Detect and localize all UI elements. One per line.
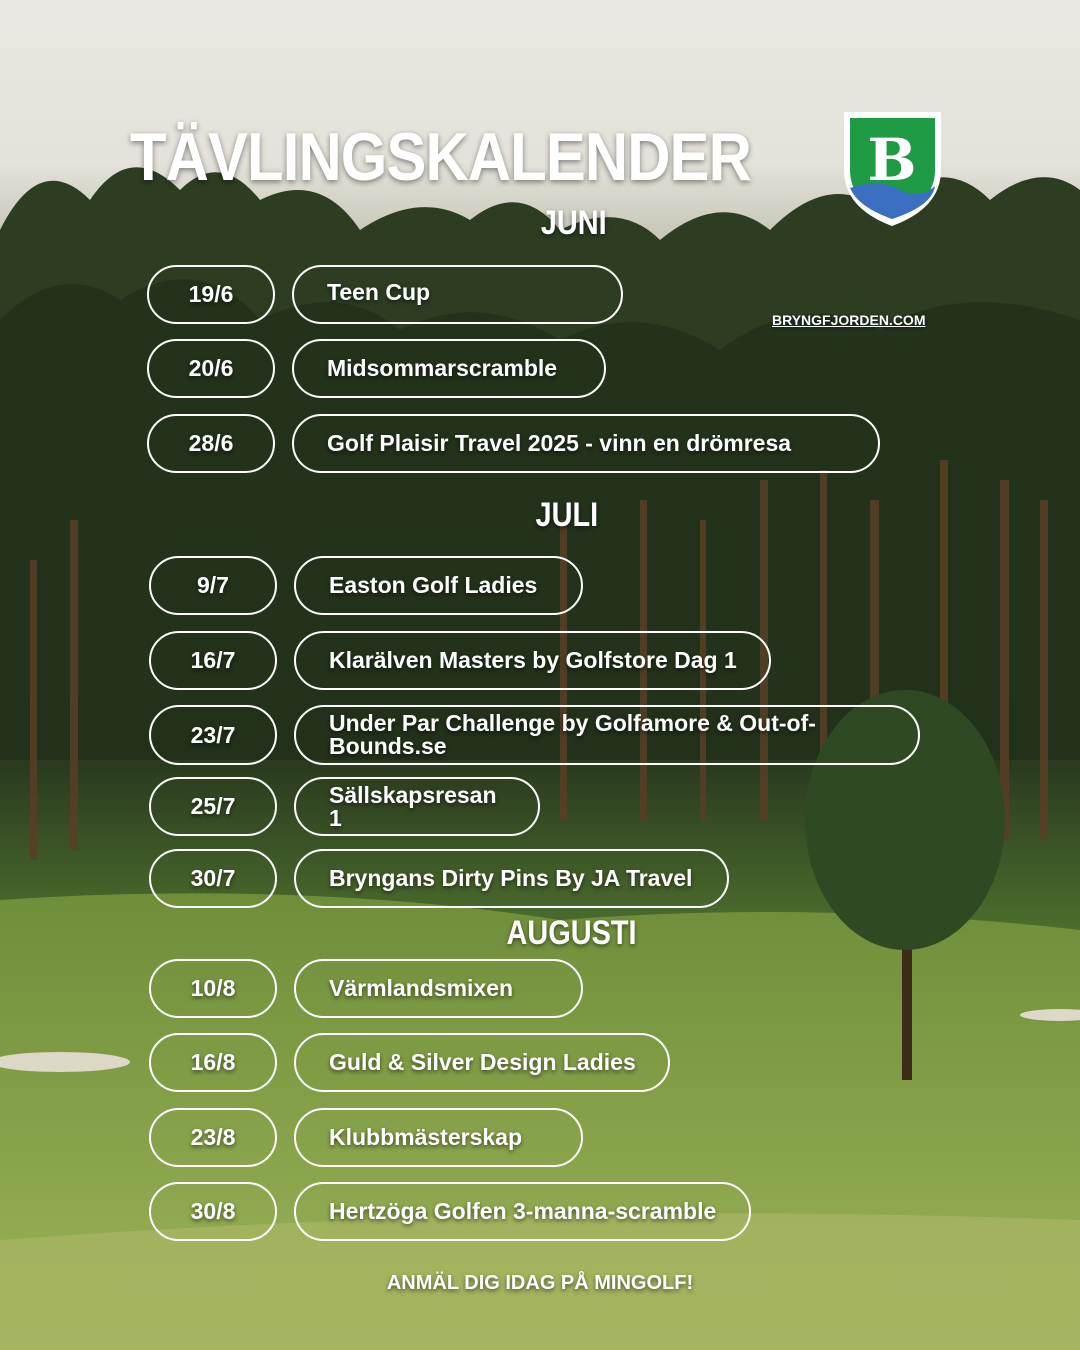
event-date: 16/7 [149,631,277,690]
event-name[interactable]: Klarälven Masters by Golfstore Dag 1 [294,631,771,690]
event-name[interactable]: Värmlandsmixen [294,959,583,1018]
signup-call-to-action: ANMÄL DIG IDAG PÅ MINGOLF! [386,1272,694,1294]
event-date: 10/8 [149,959,277,1018]
event-date: 20/6 [147,339,275,398]
club-logo-shield [840,108,945,228]
event-date: 9/7 [149,556,277,615]
event-name[interactable]: Midsommarscramble [292,339,606,398]
page-title: TÄVLINGSKALENDER [130,119,751,195]
event-date: 30/8 [149,1182,277,1241]
event-name[interactable]: Bryngans Dirty Pins By JA Travel [294,849,729,908]
event-name[interactable]: Klubbmästerskap [294,1108,583,1167]
event-name[interactable]: Hertzöga Golfen 3-manna-scramble [294,1182,751,1241]
event-date: 23/7 [149,705,277,765]
month-heading-juni: JUNI [540,204,607,242]
event-name[interactable]: Easton Golf Ladies [294,556,583,615]
month-heading-augusti: AUGUSTI [506,914,637,952]
event-name[interactable]: Guld & Silver Design Ladies [294,1033,670,1092]
event-date: 23/8 [149,1108,277,1167]
event-date: 19/6 [147,265,275,324]
event-date: 28/6 [147,414,275,473]
event-date: 30/7 [149,849,277,908]
logo-letter: B [867,126,917,194]
event-name[interactable]: Teen Cup [292,265,623,324]
website-link[interactable]: BRYNGFJORDEN.COM [772,312,926,328]
event-name[interactable]: Sällskapsresan 1 [294,777,540,836]
month-heading-juli: JULI [535,496,599,534]
event-name[interactable]: Golf Plaisir Travel 2025 - vinn en drömresa [292,414,880,473]
event-name[interactable]: Under Par Challenge by Golfamore & Out-of-Bounds.se [294,705,920,765]
event-date: 25/7 [149,777,277,836]
event-date: 16/8 [149,1033,277,1092]
